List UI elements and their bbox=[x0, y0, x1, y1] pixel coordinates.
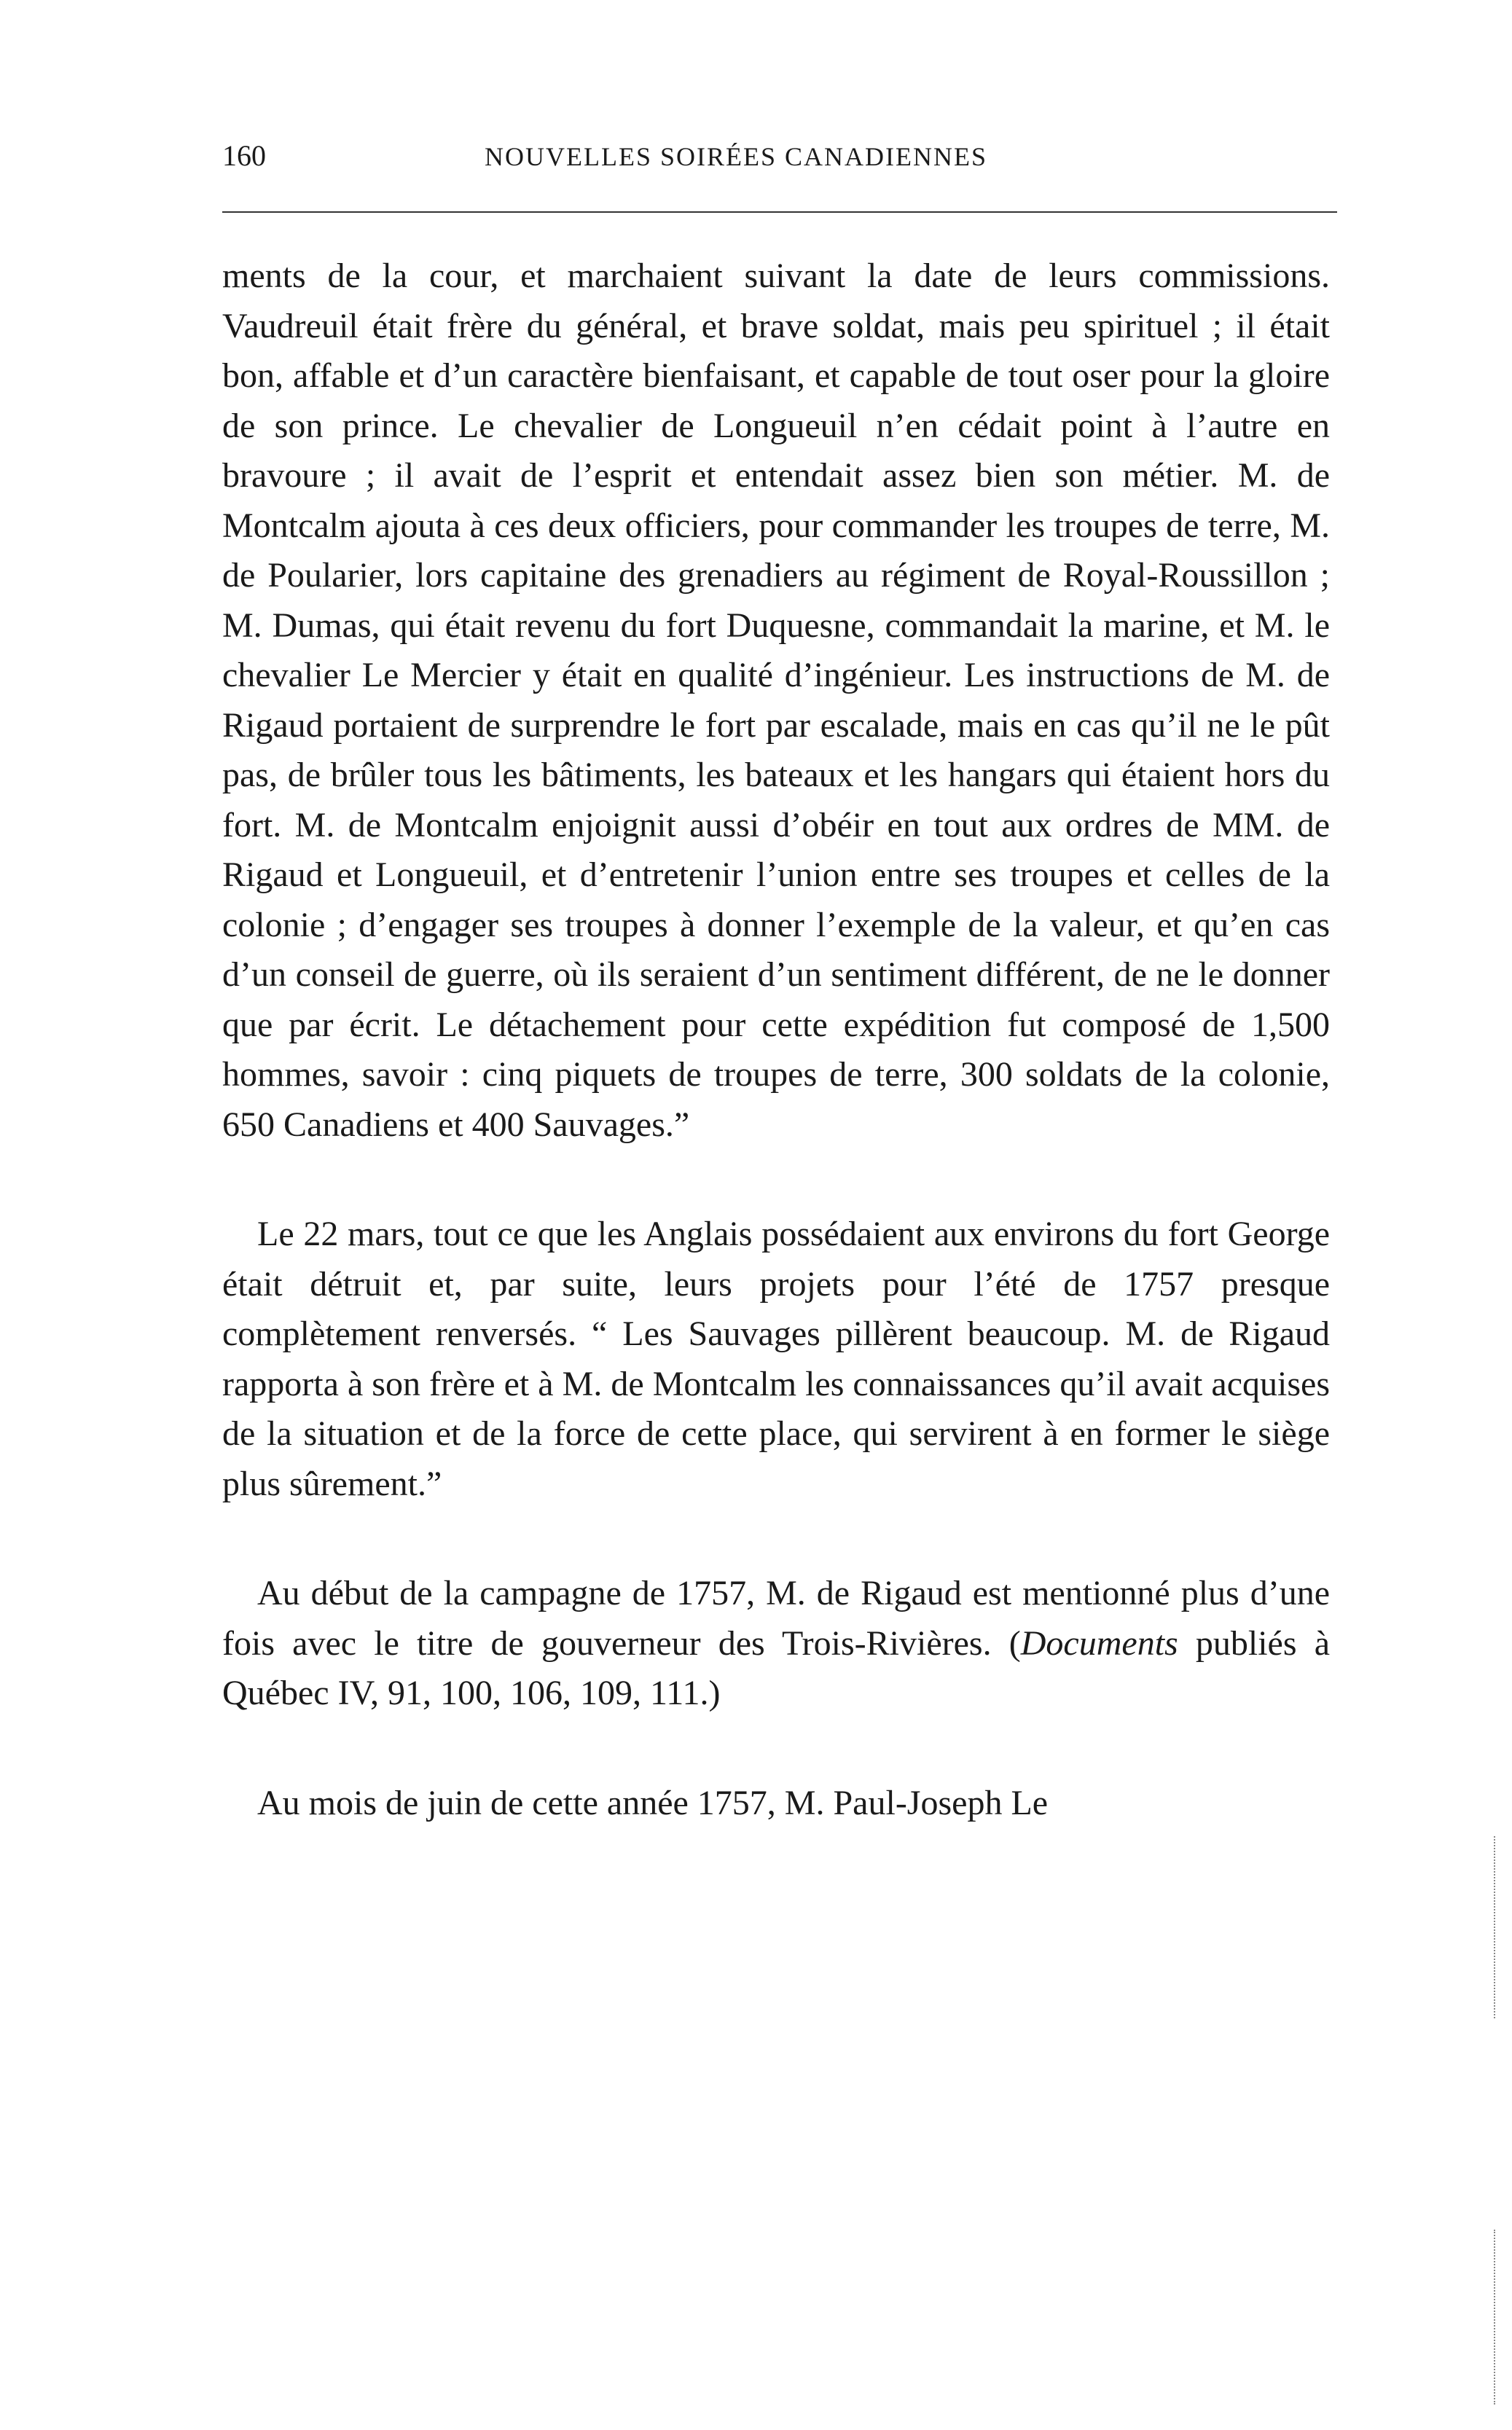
paragraph-june-1757: Au mois de juin de cette année 1757, M. Paul-Joseph Le bbox=[257, 1783, 1049, 1822]
paragraph-march-22: Le 22 mars, tout ce que les Anglais possédaient aux environs du fort George était détruit et, par suite, leurs projets pour l’été de 1757 presque complètement renversés. “ Les Sauvages pillèrent beaucoup. M. de Rigaud rapporta à son frère et à M. de Montcalm les connaissances qu’il avait acquises de la situation et de la force de cette place, qui servirent à en former le siège plus sûrement.” bbox=[222, 1215, 1330, 1503]
documents-title: Documents bbox=[1020, 1623, 1178, 1663]
margin-scan-mark-lower bbox=[1494, 2230, 1495, 2404]
paragraph-campaign-1757 bbox=[222, 1569, 1330, 1719]
margin-scan-mark bbox=[1494, 1836, 1495, 2018]
paragraph-campaign-text-before: Au début de la campagne de 1757, M. de Rigaud est mentionné plus d’une fois avec le titre de gouverneur des Trois-Rivières. ( bbox=[222, 1574, 1330, 1663]
page-number: 160 bbox=[222, 139, 266, 172]
running-title: NOUVELLES SOIRÉES CANADIENNES bbox=[485, 142, 987, 171]
page-header bbox=[222, 138, 1337, 189]
paragraph-continued: ments de la cour, et marchaient suivant la date de leurs commissions. Vaudreuil était frère du général, et brave soldat, mais peu spirituel ; il était bon, affable et d’un caractère bienfaisant, et capable de tout oser pour la gloire de son prince. Le chevalier de Longueuil n’en cédait point à l’autre en bravoure ; il avait de l’esprit et entendait assez bien son métier. M. de Montcalm ajouta à ces deux officiers, pour commander les troupes de terre, M. de Poularier, lors capitaine des grenadiers au régiment de Royal-Roussillon ; M. Dumas, qui était revenu du fort Duquesne, commandait la marine, et M. le chevalier Le Mercier y était en qualité d’ingénieur. Les instructions de M. de Rigaud portaient de surprendre le fort par escalade, mais en cas qu’il ne le pût pas, de brûler tous les bâtiments, les bateaux et les hangars qui étaient hors du fort. M. de Montcalm enjoignit aussi d’obéir en tout aux ordres de MM. de Rigaud et Longueuil, et d’entretenir l’union entre ses troupes et celles de la colonie ; d’engager ses troupes à donner l’exemple de la valeur, et qu’en cas d’un conseil de guerre, où ils seraient d’un sentiment différent, de ne le donner que par écrit. Le détachement pour cette expédition fut composé de 1,500 hommes, savoir : cinq piquets de troupes de terre, 300 soldats de la colonie, 650 Canadiens et 400 Sauvages.” bbox=[222, 256, 1330, 1144]
paragraph-campaign-text-after: publiés à Québec IV, 91, 100, 106, 109, 111.) bbox=[222, 1623, 1330, 1712]
body-text bbox=[222, 251, 1330, 1828]
header-rule bbox=[222, 211, 1337, 213]
